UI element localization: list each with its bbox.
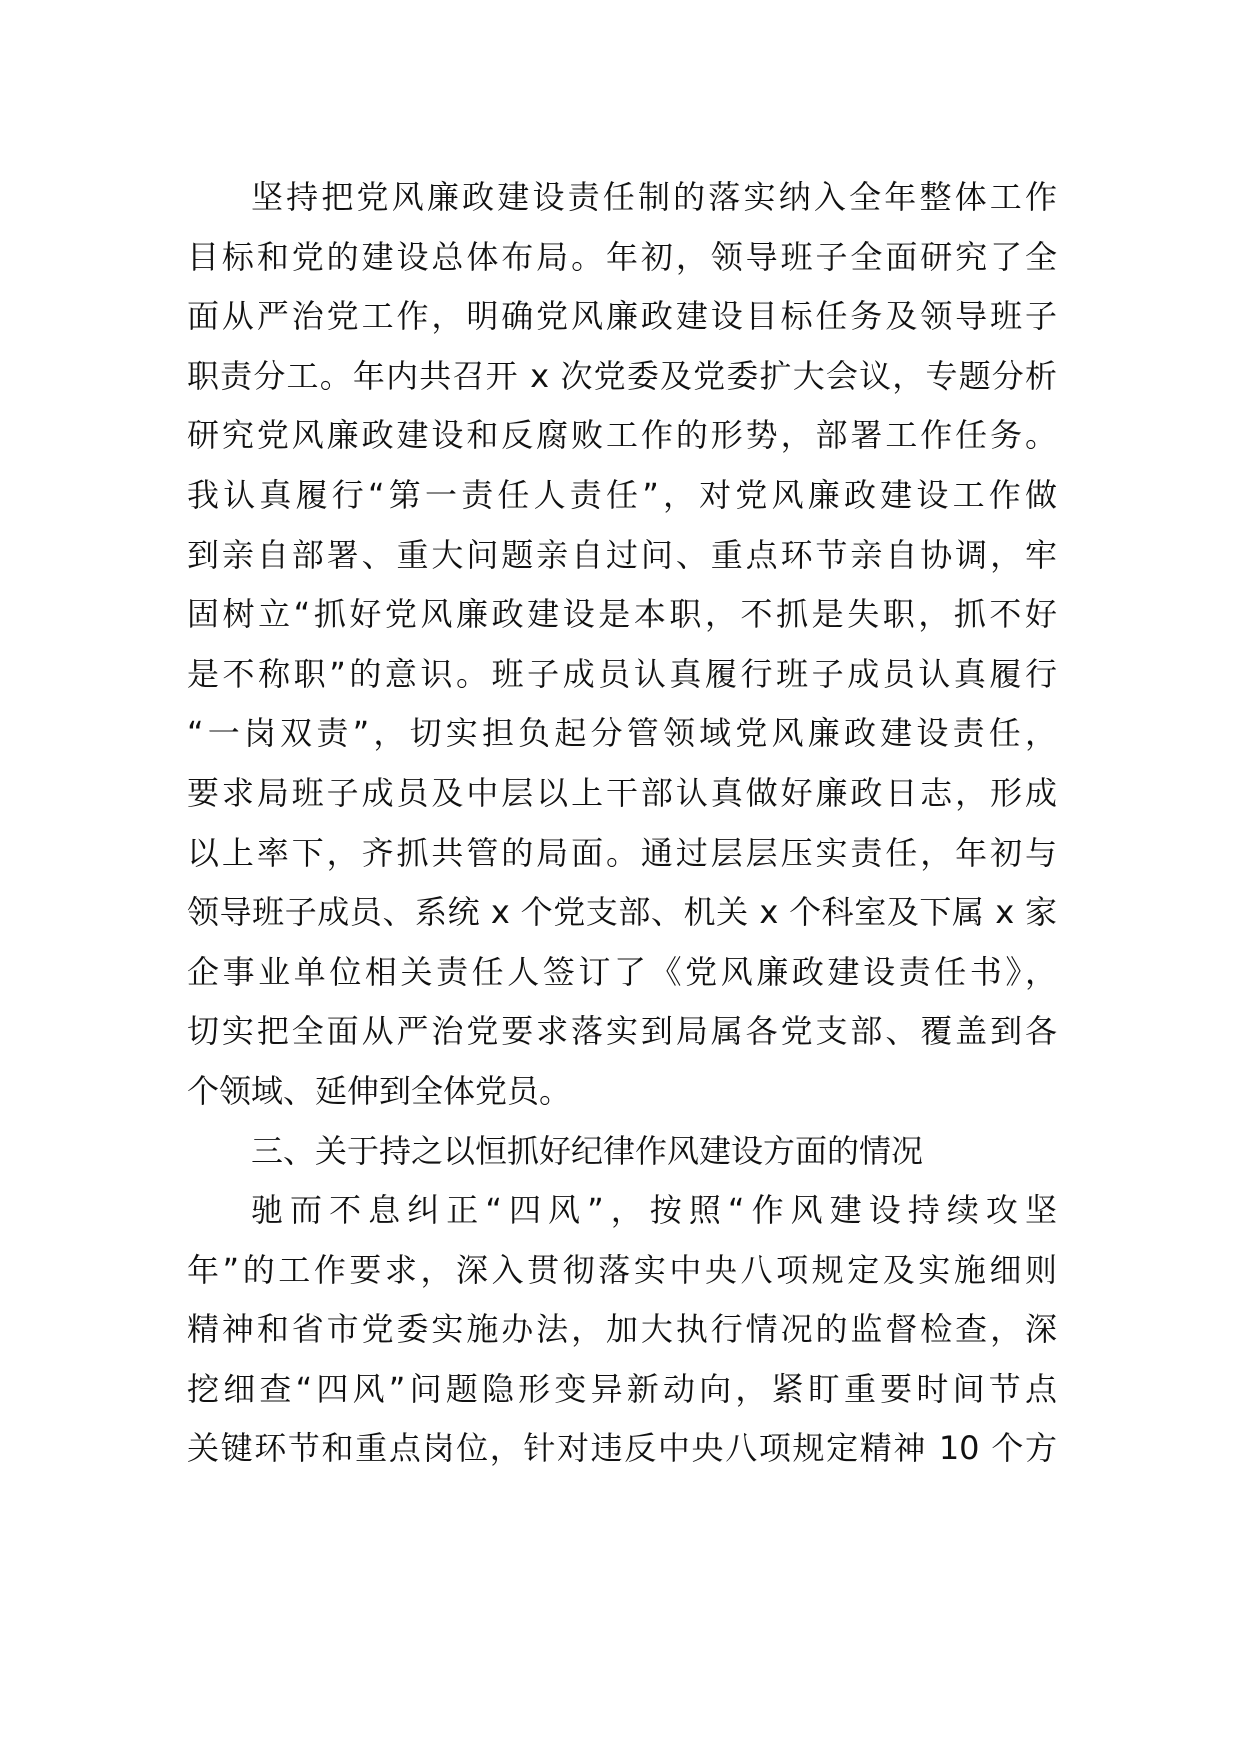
paragraph-line: 以上率下，齐抓共管的局面。通过层层压实责任，年初与 xyxy=(187,833,1057,872)
paragraph-line: 目标和党的建设总体布局。年初，领导班子全面研究了全 xyxy=(187,237,1057,276)
paragraph-line: 挖细查“四风”问题隐形变异新动向，紧盯重要时间节点 xyxy=(187,1369,1057,1408)
paragraph-line: 关键环节和重点岗位，针对违反中央八项规定精神 10 个方 xyxy=(187,1429,1057,1468)
paragraph-line: 固树立“抓好党风廉政建设是本职，不抓是失职，抓不好 xyxy=(187,595,1057,634)
paragraph-line: 研究党风廉政建设和反腐败工作的形势，部署工作任务。 xyxy=(187,416,1057,455)
paragraph-line: 个领域、延伸到全体党员。 xyxy=(187,1071,572,1110)
paragraph-line: 职责分工。年内共召开 x 次党委及党委扩大会议，专题分析 xyxy=(187,356,1057,395)
section-heading: 三、关于持之以恒抓好纪律作风建设方面的情况 xyxy=(251,1131,924,1170)
paragraph-line: 精神和省市党委实施办法，加大执行情况的监督检查，深 xyxy=(187,1310,1057,1349)
paragraph-line: 驰而不息纠正“四风”，按照“作风建设持续攻坚 xyxy=(251,1191,1057,1230)
paragraph-line: 是不称职”的意识。班子成员认真履行班子成员认真履行 xyxy=(187,654,1057,693)
paragraph-line: 领导班子成员、系统 x 个党支部、机关 x 个科室及下属 x 家 xyxy=(187,893,1057,932)
document-body xyxy=(187,168,1057,1479)
paragraph-line: “一岗双责”，切实担负起分管领域党风廉政建设责任， xyxy=(187,714,1057,753)
paragraph-line: 要求局班子成员及中层以上干部认真做好廉政日志，形成 xyxy=(187,773,1057,812)
paragraph-line: 企事业单位相关责任人签订了《党风廉政建设责任书》， xyxy=(187,952,1057,991)
paragraph-line: 坚持把党风廉政建设责任制的落实纳入全年整体工作 xyxy=(251,178,1057,216)
paragraph-line: 面从严治党工作，明确党风廉政建设目标任务及领导班子 xyxy=(187,297,1057,336)
paragraph-line: 我认真履行“第一责任人责任”，对党风廉政建设工作做 xyxy=(187,475,1057,514)
paragraph-line: 到亲自部署、重大问题亲自过问、重点环节亲自协调，牢 xyxy=(187,535,1057,574)
paragraph-line: 年”的工作要求，深入贯彻落实中央八项规定及实施细则 xyxy=(187,1250,1057,1289)
paragraph-line: 切实把全面从严治党要求落实到局属各党支部、覆盖到各 xyxy=(187,1012,1057,1051)
